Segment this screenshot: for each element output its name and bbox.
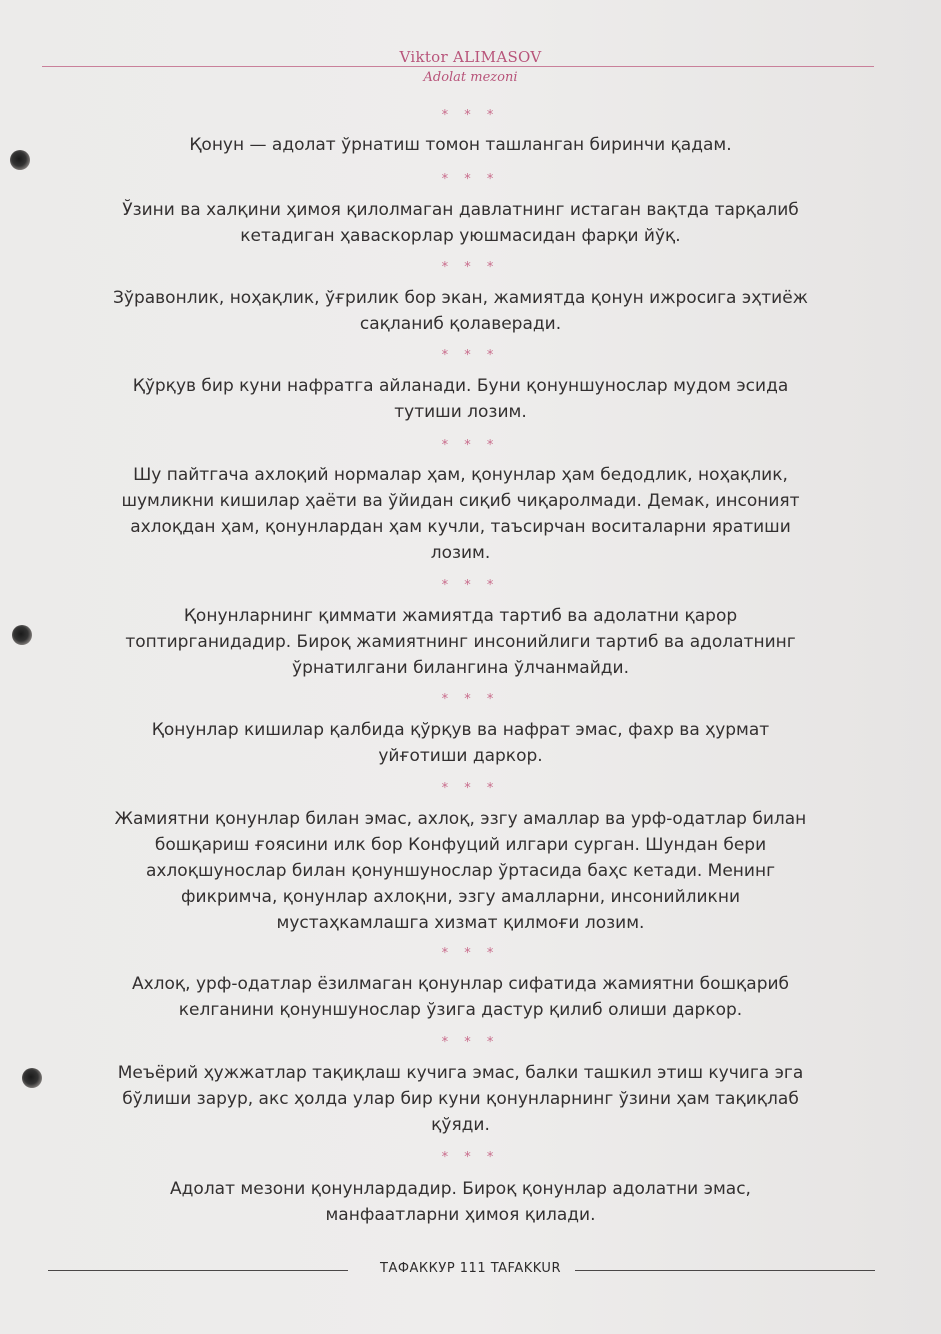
section-separator: * * *	[441, 1035, 500, 1050]
binder-hole	[10, 150, 30, 170]
aphorism-paragraph: Қонунлар кишилар қалбида қўрқув ва нафрат эмас, фахр ва ҳурмат уйғотиши даркор.	[151, 720, 770, 766]
aphorism-paragraph: Адолат мезони қонунлардадир. Бироқ қонунлар адолатни эмас, манфаатларни ҳимоя қилади.	[170, 1179, 751, 1225]
section-separator: * * *	[441, 108, 500, 123]
aphorism-paragraph: Шу пайтгача ахлоқий нормалар ҳам, қонунлар ҳам бедодлик, ноҳақлик, шумликни кишилар ҳаёти ва ўйидан сиқиб чиқаролмади. Демак, инсоният ахлоқдан ҳам, қонунлардан ҳам кучли, таъсирчан воситаларни яратиши лозим.	[121, 465, 800, 563]
aphorism-paragraph: Қонунларнинг қиммати жамиятда тартиб ва адолатни қарор топтирганидадир. Бироқ жамиятнинг инсонийлиги тартиб ва адолатнинг ўрнатилгани билангина ўлчанмайди.	[125, 606, 796, 678]
binder-hole	[22, 1068, 42, 1088]
section-separator: * * *	[441, 578, 500, 593]
section-separator: * * *	[441, 946, 500, 961]
aphorism-paragraph: Зўравонлик, ноҳақлик, ўғрилик бор экан, жамиятда қонун ижросига эҳтиёж сақланиб қолаверади.	[113, 288, 808, 334]
header-rule	[42, 66, 874, 67]
aphorism-paragraph: Жамиятни қонунлар билан эмас, ахлоқ, эзгу амаллар ва урф-одатлар билан бошқариш ғоясини илк бор Конфуций илгари сурган. Шундан бери ахлоқшунослар билан қонуншунослар ўртасида баҳс кетади. Менинг фикримча, қонунлар ахлоқни, эзгу амалларни, инсонийликни мустаҳкамлашга хизмат қилмоғи лозим.	[114, 809, 807, 933]
section-separator: * * *	[441, 692, 500, 707]
footer-rule-right	[575, 1270, 875, 1271]
section-separator: * * *	[441, 260, 500, 275]
footer-page-label: ТАФАККУР 111 TAFAKKUR	[380, 1261, 561, 1276]
author-name: Viktor ALIMASOV	[399, 48, 542, 66]
section-separator: * * *	[441, 1150, 500, 1165]
aphorism-paragraph: Қонун — адолат ўрнатиш томон ташланган биринчи қадам.	[189, 135, 732, 155]
aphorism-paragraph: Ахлоқ, урф-одатлар ёзилмаган қонунлар сифатида жамиятни бошқариб келганини қонуншунослар ўзига дастур қилиб олиши даркор.	[131, 974, 790, 1020]
aphorism-paragraph: Меъёрий ҳужжатлар тақиқлаш кучига эмас, балки ташкил этиш кучига эга бўлиши зарур, акс ҳолда улар бир куни қонунларнинг ўзини ҳам тақиқлаб қўяди.	[117, 1063, 804, 1135]
section-separator: * * *	[441, 172, 500, 187]
book-subtitle: Adolat mezoni	[423, 70, 518, 85]
section-separator: * * *	[441, 348, 500, 363]
binder-hole	[12, 625, 32, 645]
section-separator: * * *	[441, 438, 500, 453]
section-separator: * * *	[441, 781, 500, 796]
aphorism-paragraph: Қўрқув бир куни нафратга айланади. Буни қонуншунослар мудом эсида тутиши лозим.	[132, 376, 789, 422]
aphorism-paragraph: Ўзини ва халқини ҳимоя қилолмаган давлатнинг истаган вақтда тарқалиб кетадиган ҳаваскорлар уюшмасидан фарқи йўқ.	[122, 200, 799, 246]
